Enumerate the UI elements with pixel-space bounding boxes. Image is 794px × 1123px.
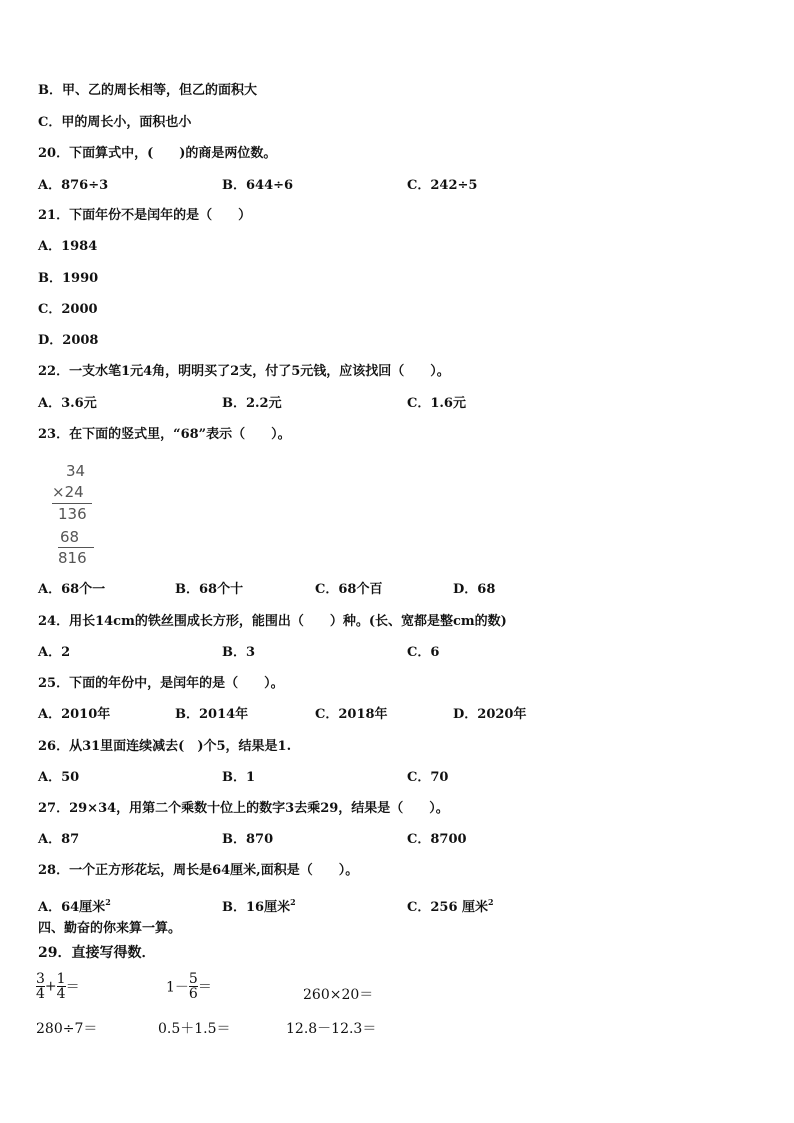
q22-option-c: C．1.6元 (407, 396, 466, 411)
q25-option-a: A．2010年 (38, 707, 111, 722)
expr-divide: 280÷7＝ (36, 1021, 98, 1037)
q26-option-b: B．1 (222, 770, 256, 785)
q23-option-c: C．68个百 (315, 582, 383, 597)
q28-option-b: B．16厘米$^2$ (222, 897, 296, 915)
fraction-1-4: $\frac{1}{4}$ (56, 971, 66, 1002)
q22-option-a: A．3.6元 (38, 396, 97, 411)
q20-option-a: A．876÷3 (38, 178, 109, 193)
q27-stem: 27．29×34，用第二个乘数十位上的数字3去乘29，结果是（ ）。 (38, 801, 449, 816)
fraction-5-6: $\frac{5}{6}$ (188, 971, 198, 1002)
q24-stem: 24．用长14cm的铁丝围成长方形，能围出（ ）种。(长、宽都是整cm的数) (38, 614, 507, 629)
q21-option-a: A．1984 (38, 239, 98, 254)
expr-decimal-add: 0.5＋1.5＝ (158, 1021, 231, 1037)
q28-option-b-superscript: 2 (290, 897, 296, 907)
q20-option-b: B．644÷6 (222, 178, 294, 193)
equals-sign: ＝ (197, 979, 212, 996)
q28-stem: 28．一个正方形花坛，周长是64厘米,面积是（ ）。 (38, 863, 359, 878)
q28-option-a-superscript: 2 (105, 897, 111, 907)
q26-option-c: C．70 (407, 770, 449, 785)
q23-option-b: B．68个十 (175, 582, 244, 597)
q20-option-c: C．242÷5 (407, 178, 478, 193)
q25-stem: 25．下面的年份中，是闰年的是（ ）。 (38, 676, 284, 691)
q20-stem: 20．下面算式中，( )的商是两位数。 (38, 146, 277, 161)
q27-option-a: A．87 (38, 832, 80, 847)
vertical-row-3: 136 (58, 505, 87, 523)
q26-stem: 26．从31里面连续减去( )个5，结果是1. (38, 739, 292, 754)
q29-stem: 29．直接写得数． (38, 945, 156, 961)
q22-stem: 22．一支水笔1元4角，明明买了2支，付了5元钱，应该找回（ ）。 (38, 364, 450, 379)
q28-option-a: A．64厘米$^2$ (38, 897, 111, 915)
plus-sign: + (44, 978, 57, 995)
q19-option-c: C．甲的周长小，面积也小 (38, 115, 192, 130)
q23-option-d: D．68 (453, 582, 496, 597)
expr-fraction-sub (166, 972, 212, 1001)
q27-option-c: C．8700 (407, 832, 467, 847)
section-4-title: 四、勤奋的你来算一算。 (38, 921, 182, 936)
q19-option-b: B．甲、乙的周长相等，但乙的面积大 (38, 83, 257, 98)
q28-option-c: C．256 厘米$^2$ (407, 897, 494, 915)
q28-option-c-superscript: 2 (488, 897, 494, 907)
vertical-row-5: 816 (58, 549, 87, 567)
q27-option-b: B．870 (222, 832, 274, 847)
vertical-row-2: ×24 (52, 483, 84, 501)
q24-option-b: B．3 (222, 645, 256, 660)
expr-fraction-add (36, 972, 80, 1001)
q25-option-c: C．2018年 (315, 707, 388, 722)
expr-decimal-sub: 12.8－12.3＝ (286, 1021, 377, 1037)
vertical-row-1: 34 (66, 462, 86, 480)
fraction-3-4: $\frac{3}{4}$ (36, 971, 45, 1002)
q21-option-c: C．2000 (38, 302, 98, 317)
q22-option-b: B．2.2元 (222, 396, 282, 411)
q21-option-d: D．2008 (38, 333, 99, 348)
q25-option-d: D．2020年 (453, 707, 527, 722)
q26-option-a: A．50 (38, 770, 80, 785)
q23-option-a: A．68个一 (38, 582, 106, 597)
expr-multiply: 260×20＝ (303, 987, 374, 1003)
q24-option-c: C．6 (407, 645, 440, 660)
q21-option-b: B．1990 (38, 271, 99, 286)
equals-sign: ＝ (65, 979, 80, 996)
q21-stem: 21．下面年份不是闰年的是（ ） (38, 208, 252, 223)
q25-option-b: B．2014年 (175, 707, 249, 722)
q24-option-a: A．2 (38, 645, 71, 660)
minuend: 1－ (166, 979, 189, 996)
q23-stem: 23．在下面的竖式里，“68”表示（ ）。 (38, 427, 291, 442)
vertical-row-4: 68 (60, 528, 80, 546)
